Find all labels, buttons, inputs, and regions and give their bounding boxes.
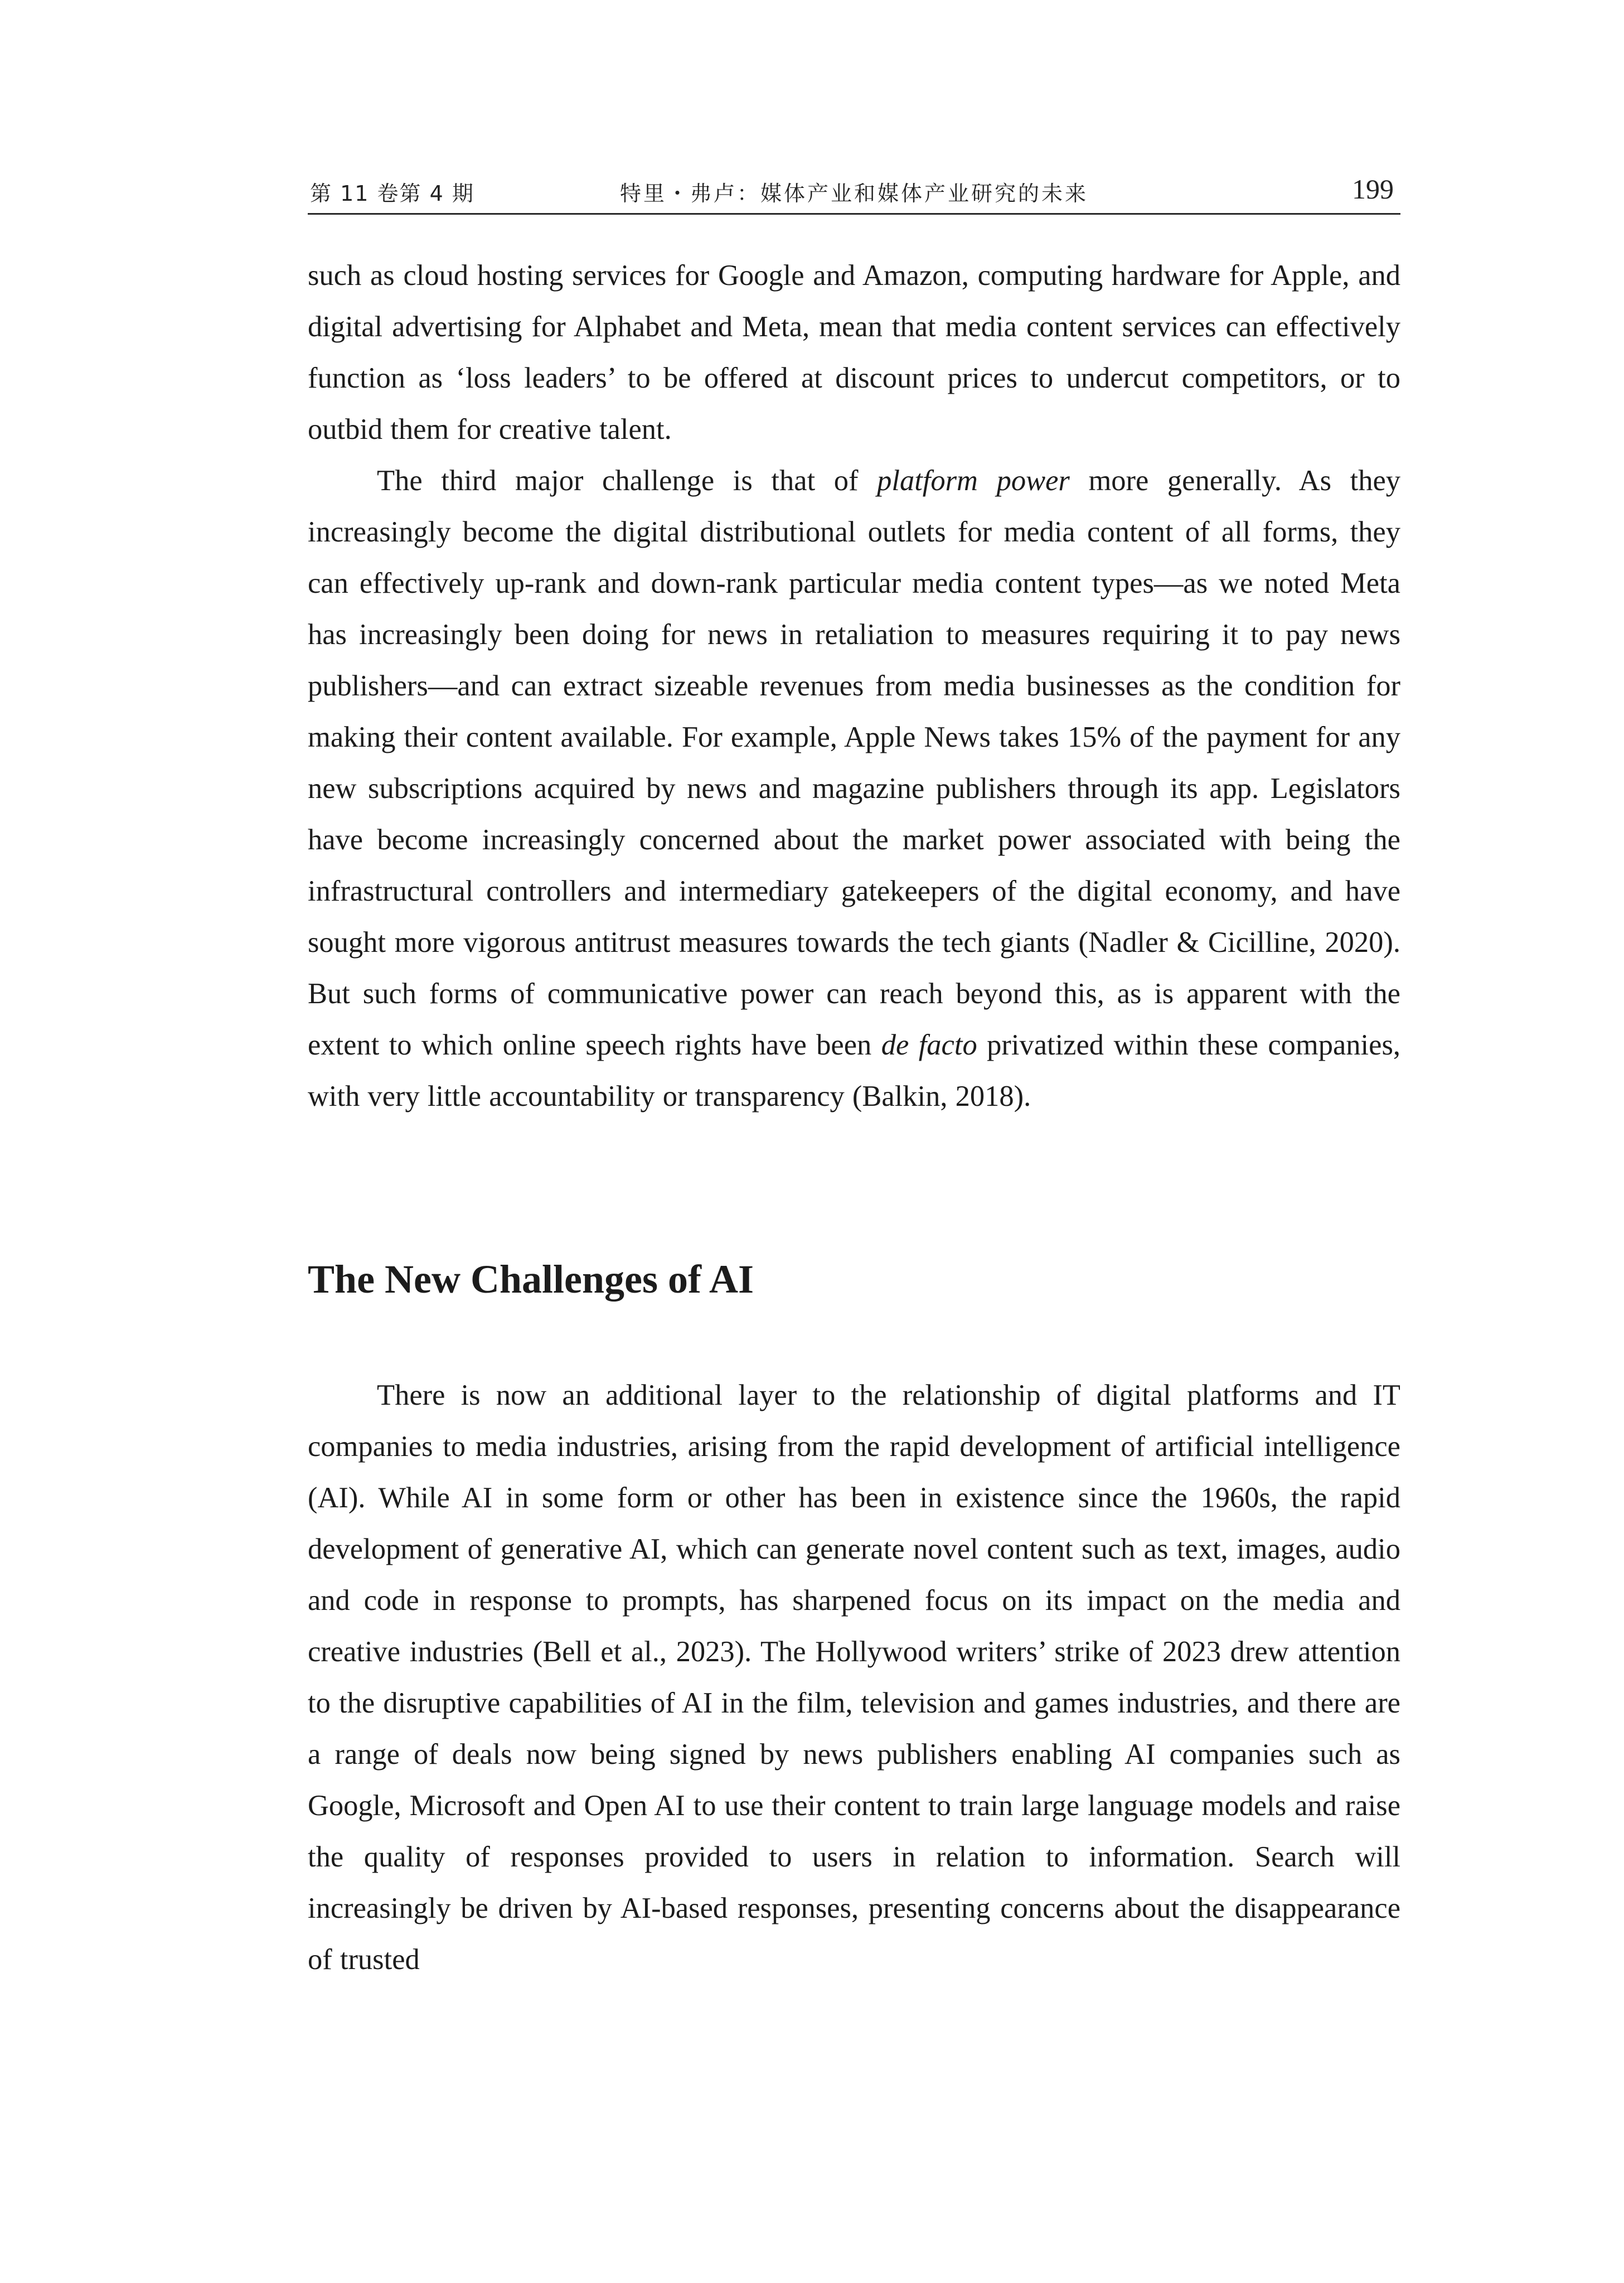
section-heading: The New Challenges of AI (308, 1257, 754, 1302)
journal-issue-label: 第 11 卷第 4 期 (310, 181, 474, 206)
paragraph-text: The third major challenge is that of (377, 465, 878, 497)
paragraph-ai-challenges: There is now an additional layer to the relationship of digital platforms and IT companies to media industries, arising from the rapid development of artificial intelligence (AI). While AI in some form or other has been in existence since the 1960s, the rapid development of generative AI, which can generate novel content such as text, images, audio and code in response to prompts, has sharpened focus on its impact on the media and creative industries (Bell et al., 2023). The Hollywood writers’ strike of 2023 drew attention to the disruptive capabilities of AI in the film, television and games industries, and there are a range of deals now being signed by news publishers enabling AI companies such as Google, Microsoft and Open AI to use their content to train large language models and raise the quality of responses provided to users in relation to information. Search will increasingly be driven by AI-based responses, presenting concerns about the disappearance of trusted (308, 1379, 1400, 1976)
running-title: 特里・弗卢：媒体产业和媒体产业研究的未来 (619, 181, 1088, 206)
emphasis-platform-power: platform power (877, 465, 1070, 497)
page-number: 199 (1352, 173, 1394, 205)
paragraph-platform-power (308, 455, 1400, 1122)
emphasis-de-facto: de facto (881, 1029, 977, 1061)
running-header (308, 171, 1400, 215)
paragraph-continued: such as cloud hosting services for Google and Amazon, computing hardware for Apple, and digital advertising for Alphabet and Meta, mean that media content services can effectively function as ‘loss leaders’ to be offered at discount prices to undercut competitors, or to outbid them for creative talent. (308, 259, 1400, 446)
paragraph-text: privatized within these companies, with very little accountability or transparency (Balkin, 2018). (308, 1029, 1401, 1113)
paragraph-text: more generally. As they increasingly become the digital distributional outlets for media content of all forms, they can effectively up-rank and down-rank particular media content types—as we noted Meta has increasingly been doing for news in retaliation to measures requiring it to pay news publishers—and can extract sizeable revenues from media businesses as the condition for making their content available. For example, Apple News takes 15% of the payment for any new subscriptions acquired by news and magazine publishers through its app. Legislators have become increasingly concerned about the market power associated with being the infrastructural controllers and intermediary gatekeepers of the digital economy, and have sought more vigorous antitrust measures towards the tech giants (Nadler & Cicilline, 2020). But such forms of communicative power can reach beyond this, as is apparent with the extent to which online speech rights have been (308, 465, 1400, 1061)
